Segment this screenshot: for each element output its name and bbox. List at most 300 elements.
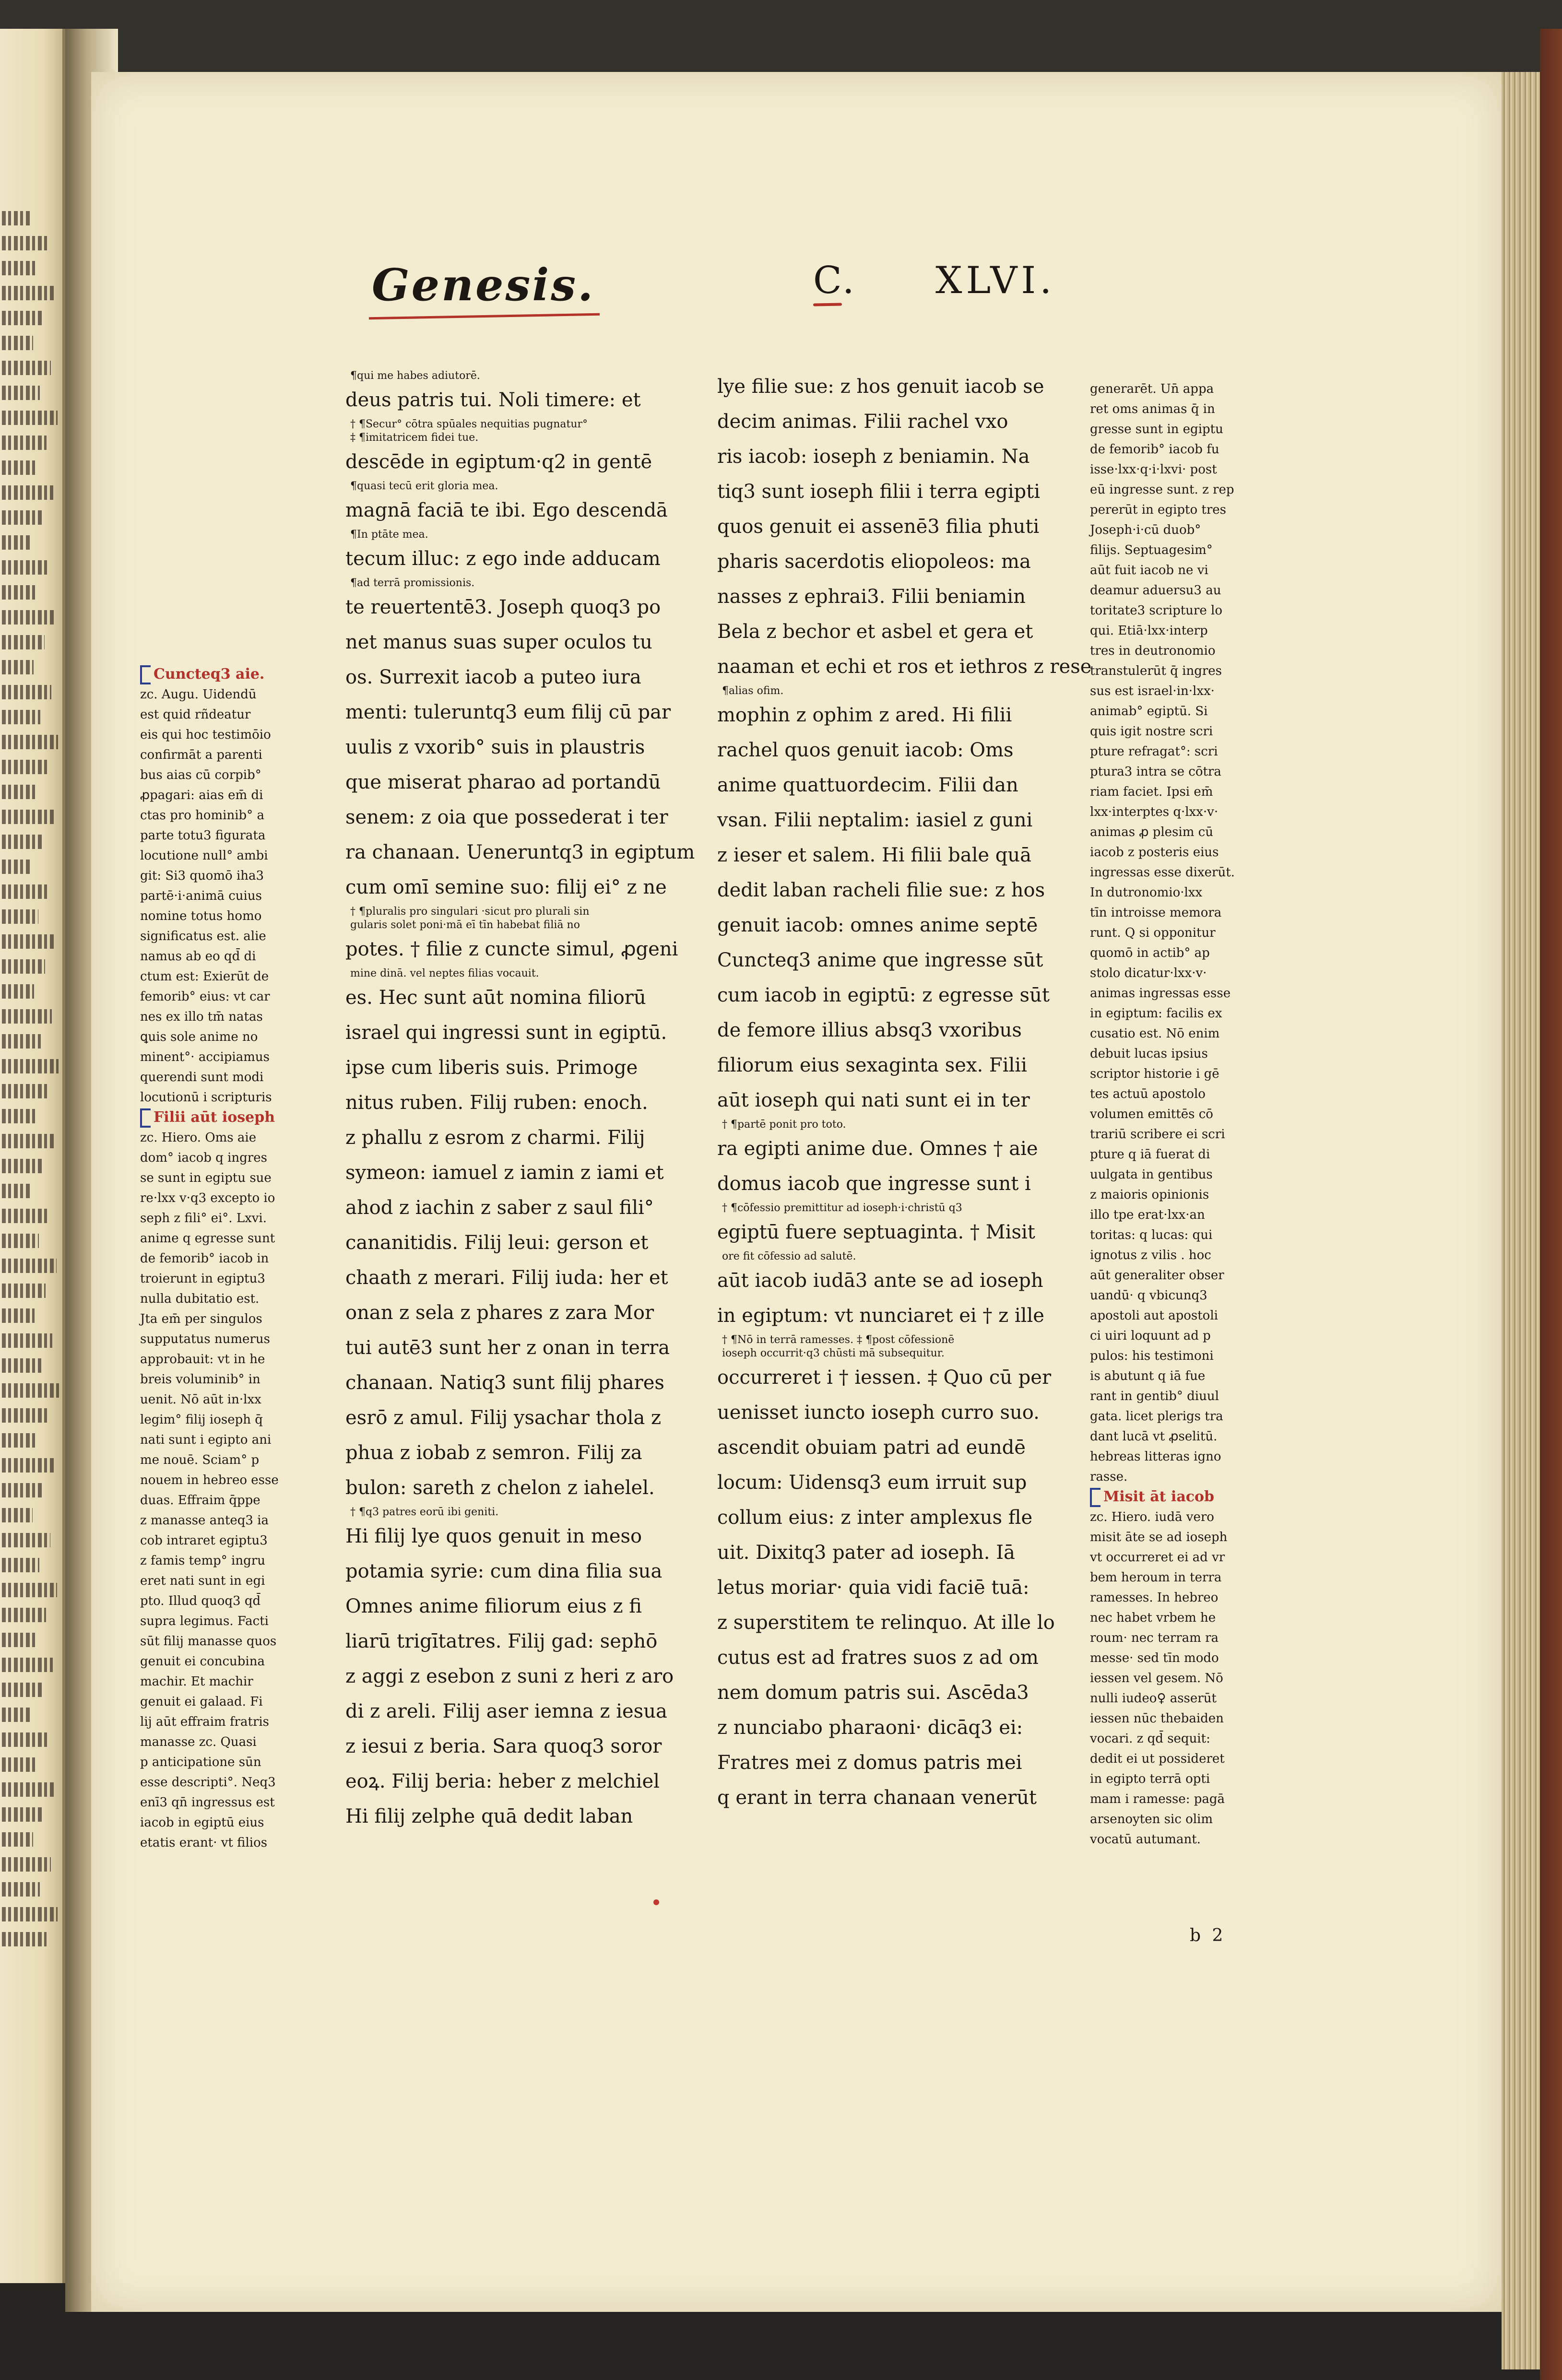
facing-page-text-fragment (2, 760, 47, 774)
running-head-chapter-number: XLVI. (935, 259, 1056, 302)
text-line: ra egipti anime due. Omnes † aie (717, 1138, 1038, 1160)
facing-page-text-fragment (2, 1408, 48, 1423)
text-line: dedit ei ut possideret (1090, 1752, 1225, 1766)
interlinear-gloss-line: † ¶Nō in terrā ramesses. ‡ ¶post cōfessionē (722, 1334, 955, 1346)
text-line: is abutunt q iā fue (1090, 1369, 1206, 1383)
text-line: tiq3 sunt ioseph filii i terra egipti (717, 481, 1041, 503)
text-line: dom° iacob q ingres (140, 1151, 267, 1165)
text-line: uulis z vxorib° suis in plaustris (345, 736, 645, 758)
text-line: ris iacob: ioseph z beniamin. Na (717, 446, 1030, 468)
text-line: animab° egiptū. Si (1090, 704, 1208, 719)
text-line: messe· sed tīn modo (1090, 1651, 1219, 1665)
text-line: breis voluminib° in (140, 1372, 260, 1387)
text-line: approbauit: vt in he (140, 1352, 265, 1367)
text-line: femorib° eius: vt car (140, 990, 270, 1004)
text-line: decim animas. Filii rachel vxo (717, 411, 1008, 433)
text-line: di z areli. Filij aser iemna z iesua (345, 1700, 667, 1722)
facing-page-text-fragment (2, 860, 32, 874)
text-line: ra chanaan. Ueneruntq3 in egiptum (345, 841, 695, 863)
text-line: israel qui ingressi sunt in egiptū. (345, 1022, 667, 1044)
facing-page-text-fragment (2, 1633, 35, 1647)
text-line: Cuncteq3 anime que ingresse sūt (717, 949, 1043, 971)
text-line: parte totu3 figurata (140, 828, 266, 843)
facing-page-text-fragment (2, 1383, 59, 1398)
text-line: Hi filij zelphe quā dedit laban (345, 1805, 633, 1827)
text-line: rachel quos genuit iacob: Oms (717, 739, 1014, 761)
text-line: volumen emittēs cō (1090, 1107, 1213, 1121)
facing-page-text-fragment (2, 1109, 36, 1123)
text-line: ignotus z vilis . hoc (1090, 1248, 1211, 1262)
text-line: cob intraret egiptu3 (140, 1533, 268, 1548)
text-line: vocatū autumant. (1090, 1832, 1201, 1847)
facing-page-text-fragment (2, 884, 49, 899)
text-line: tecum illuc: z ego inde adducam (345, 548, 661, 570)
text-line: eoꝝ. Filij beria: heber z melchiel (345, 1770, 660, 1792)
text-line: Hi filij lye quos genuit in meso (345, 1525, 642, 1547)
text-line: naaman et echi et ros et iethros z rese (717, 656, 1092, 678)
interlinear-gloss-line: ¶quasi tecū erit gloria mea. (350, 480, 498, 492)
text-line: bus aias cū corpib° (140, 768, 261, 782)
text-line: supra legimus. Facti (140, 1614, 269, 1628)
facing-page-text-fragment (2, 286, 55, 300)
text-line: potes. † filie z cuncte simul, ꝓgeni (345, 938, 678, 960)
text-line: genuit ei concubina (140, 1654, 265, 1669)
text-line: iessen vel gesem. Nō (1090, 1671, 1223, 1685)
facing-page-text-fragment (2, 1209, 50, 1223)
gloss-lemma-heading: Cuncteq3 aie. (140, 664, 294, 684)
text-line: quis igit nostre scri (1090, 724, 1213, 739)
text-line: duas. Effraim q̄ppe (140, 1493, 260, 1508)
text-line: pererūt in egipto tres (1090, 503, 1227, 517)
text-line: pture refragat°: scri (1090, 744, 1218, 759)
text-line: aūt generaliter obser (1090, 1268, 1224, 1283)
text-line: locutione null° ambi (140, 848, 268, 863)
text-line: z aggi z esebon z suni z heri z aro (345, 1665, 674, 1687)
text-line: sūt filij manasse quos (140, 1634, 277, 1649)
text-line: manasse zc. Quasi (140, 1735, 257, 1749)
facing-page-text-fragment (2, 1757, 37, 1772)
facing-page-text-fragment (2, 1483, 44, 1497)
facing-page-text-fragment (2, 934, 56, 949)
text-line: ret oms animas q̄ in (1090, 402, 1215, 416)
text-line: debuit lucas ipsius (1090, 1047, 1208, 1061)
facing-page-text-fragment (2, 411, 58, 425)
text-line: vocari. z qd̄ sequit: (1090, 1732, 1210, 1746)
text-line: quomō in actib° ap (1090, 946, 1210, 960)
facing-page-text-fragment (2, 810, 54, 824)
interlinear-gloss-line: ioseph occurrit·q3 chūsti mā subsequitur. (722, 1347, 945, 1359)
facing-page-text-fragment (2, 1009, 52, 1024)
text-line: lij aūt effraim fratris (140, 1715, 270, 1729)
text-line: tui autē3 sunt her z onan in terra (345, 1337, 670, 1359)
text-line: tīn introisse memora (1090, 906, 1222, 920)
text-line: misit āte se ad ioseph (1090, 1530, 1228, 1544)
gloss-right-column (1090, 379, 1243, 1850)
text-line: Fratres mei z domus patris mei (717, 1752, 1022, 1774)
text-line: isse·lxx·q·i·lxvi· post (1090, 462, 1217, 477)
text-line: aūt fuit iacob ne vi (1090, 563, 1208, 577)
facing-page-text-fragment (2, 436, 47, 450)
facing-page-text-fragment (2, 685, 51, 699)
facing-page-text-fragment (2, 311, 44, 325)
text-line: in egipto terrā opti (1090, 1772, 1210, 1786)
text-line: locutionū i scripturis (140, 1090, 272, 1105)
text-line: lxx·interptes q·lxx·v· (1090, 805, 1219, 819)
text-line: ramesses. In hebreo (1090, 1591, 1219, 1605)
text-line: zc. Hiero. Oms aie (140, 1131, 257, 1145)
facing-page-text-fragment (2, 1732, 48, 1747)
text-line: es. Hec sunt aūt nomina filiorū (345, 987, 646, 1009)
text-line: animas ingressas esse (1090, 986, 1231, 1001)
interlinear-gloss-line: † ¶partē ponit pro toto. (722, 1119, 846, 1131)
text-line: nulli iudeo♀ asserūt (1090, 1691, 1217, 1706)
text-line: onan z sela z phares z zara Mor (345, 1302, 654, 1324)
text-line: est quid rñdeatur (140, 707, 251, 722)
text-line: nulla dubitatio est. (140, 1292, 260, 1306)
facing-page-text-fragment (2, 560, 49, 575)
text-line: de femorib° iacob fu (1090, 442, 1219, 457)
text-line: pture q iā fuerat di (1090, 1147, 1210, 1162)
text-line: significatus est. alie (140, 929, 266, 943)
text-line: cusatio est. Nō enim (1090, 1026, 1220, 1041)
text-line: sus est israel·in·lxx· (1090, 684, 1215, 698)
text-line: iessen nūc thebaiden (1090, 1711, 1224, 1726)
text-line: domus iacob que ingresse sunt i (717, 1173, 1031, 1195)
interlinear-gloss-line: gularis solet poni·mā eī tīn habebat filiā no (350, 919, 580, 931)
text-line: bulon: sareth z chelon z iahelel. (345, 1477, 655, 1499)
text-line: filiorum eius sexaginta sex. Filii (717, 1054, 1027, 1076)
text-line: cutus est ad fratres suos z ad om (717, 1647, 1039, 1669)
facing-page-text-fragment (2, 1508, 33, 1522)
interlinear-gloss-line: † ¶Secur° cōtra spūales nequitias pugnatur° (350, 418, 588, 430)
facing-page-text-fragment (2, 1433, 37, 1448)
text-line: egiptū fuere septuaginta. † Misit (717, 1221, 1035, 1243)
facing-page-text-fragment (2, 1308, 35, 1323)
text-line: pto. Illud quoq3 qd̄ (140, 1594, 261, 1608)
facing-page-text-fragment (2, 1284, 46, 1298)
text-line: anime quattuordecim. Filii dan (717, 774, 1018, 796)
paragraph-mark-icon (140, 1108, 151, 1128)
text-line: ipse cum liberis suis. Primoge (345, 1057, 638, 1079)
facing-page-text-fragment (2, 909, 38, 924)
running-head-chapter-prefix: C. (813, 259, 856, 302)
text-line: locum: Uidensq3 eum irruit sup (717, 1472, 1027, 1494)
text-line: p anticipatione sūn (140, 1755, 261, 1769)
interlinear-gloss-line: ¶alias ofim. (722, 685, 784, 697)
text-line: ascendit obuiam patri ad eundē (717, 1437, 1026, 1459)
interlinear-gloss-line: † ¶pluralis pro singulari ·sicut pro plurali sin (350, 906, 590, 918)
text-line: troierunt in egiptu3 (140, 1272, 265, 1286)
text-line: aūt iacob iudā3 ante se ad ioseph (717, 1270, 1043, 1292)
text-line: chanaan. Natiq3 sunt filij phares (345, 1372, 664, 1394)
text-line: arsenoyten sic olim (1090, 1812, 1213, 1826)
text-line: phua z iobab z semron. Filij za (345, 1442, 642, 1464)
facing-page-text-fragment (2, 211, 31, 225)
facing-page-text-fragment (2, 1533, 50, 1547)
text-line: se sunt in egiptu sue (140, 1171, 272, 1185)
text-line: uandū· q vbicunq3 (1090, 1288, 1207, 1303)
text-line: minent°· accipiamus (140, 1050, 270, 1064)
interlinear-gloss-line: ‡ ¶imitatricem fidei tue. (350, 432, 479, 444)
text-line: ꝗuis sole anime no (140, 1030, 258, 1044)
facing-page-text-fragment (2, 1358, 41, 1373)
text-line: q erant in terra chanaan venerūt (717, 1787, 1037, 1809)
text-line: ahod z iachin z saber z saul fili° (345, 1197, 654, 1219)
text-line: menti: tuleruntq3 eum filij cū par (345, 701, 671, 723)
text-line: mophin z ophim z ared. Hi filii (717, 704, 1012, 726)
text-line: mam i ramesse: pagā (1090, 1792, 1225, 1806)
text-line: dant lucā vt ꝓselitū. (1090, 1429, 1218, 1444)
facing-page-text-fragment (2, 1084, 47, 1098)
facing-page-text-fragment (2, 1857, 51, 1872)
facing-page-text-fragment (2, 1059, 59, 1073)
text-line: toritate3 scripture lo (1090, 603, 1222, 618)
text-line: riam faciet. Ipsi em̄ (1090, 785, 1213, 799)
text-line: ctum est: Exierūt de (140, 969, 269, 984)
gloss-lemma-heading: Misit āt iacob (1090, 1487, 1243, 1507)
text-line: z phallu z esrom z charmi. Filij (345, 1127, 645, 1149)
text-line: liarū trigītatres. Filij gad: sephō (345, 1630, 658, 1652)
text-line: genuit ei galaad. Fi (140, 1695, 263, 1709)
text-line: z manasse anteq3 ia (140, 1513, 269, 1528)
previous-page-edge (0, 29, 65, 2283)
text-line: senem: z oia que possederat i ter (345, 806, 668, 828)
text-line: aūt ioseph qui nati sunt ei in ter (717, 1089, 1030, 1111)
text-line: ꝓpagari: aias em̄ di (140, 788, 263, 802)
text-line: anime q egresse sunt (140, 1231, 275, 1246)
interlinear-gloss-line: ¶qui me habes adiutorē. (350, 370, 480, 382)
text-line: ctas pro hominib° a (140, 808, 264, 823)
text-line: partē·i·animā cuius (140, 889, 262, 903)
text-line: eis qui hoc testimōio (140, 728, 271, 742)
text-line: lye filie sue: z hos genuit iacob se (717, 376, 1044, 398)
text-line: magnā faciā te ibi. Ego descendā (345, 499, 668, 521)
facing-page-text-fragment (2, 510, 42, 525)
facing-page-text-fragment (2, 336, 33, 350)
text-line: iacob z posteris eius (1090, 845, 1219, 860)
facing-page-text-fragment (2, 1882, 40, 1897)
text-line: nati sunt i egipto ani (140, 1433, 272, 1447)
facing-page-text-fragment (2, 386, 40, 400)
text-column-b (717, 369, 1092, 1815)
text-line: vt occurreret ei ad vr (1090, 1550, 1225, 1565)
facing-page-text-fragment (2, 1034, 41, 1049)
text-line: iacob in egiptū eius (140, 1815, 264, 1830)
text-line: quos genuit ei assenē3 filia phuti (717, 516, 1040, 538)
text-line: pharis sacerdotis eliopoleos: ma (717, 551, 1031, 573)
quire-signature: b 2 (1190, 1926, 1226, 1945)
text-line: in egiptum: facilis ex (1090, 1006, 1222, 1021)
text-line: namus ab eo qd̄ di (140, 949, 256, 964)
text-line: dedit laban racheli filie sue: z hos (717, 879, 1045, 901)
text-line: zc. Hiero. iudā vero (1090, 1510, 1214, 1524)
text-line: qui. Etiā·lxx·interp (1090, 624, 1208, 638)
facing-page-text-fragment (2, 984, 34, 999)
facing-page-text-fragment (2, 835, 43, 849)
running-head-book: Genesis. (372, 259, 595, 311)
text-line: stolo dicatur·lxx·v· (1090, 966, 1207, 980)
text-line: supputatus numerus (140, 1332, 270, 1346)
facing-page-text-fragment (2, 635, 45, 649)
text-line: filijs. Septuagesim° (1090, 543, 1213, 557)
text-line: re·lxx v·q3 excepto io (140, 1191, 275, 1205)
gloss-left-column (140, 664, 294, 1853)
text-line: uenit. Nō aūt in·lxx (140, 1392, 261, 1407)
text-line: ptura3 intra se cōtra (1090, 765, 1221, 779)
red-ink-mark (653, 1899, 659, 1905)
facing-page-text-fragment (2, 1932, 47, 1946)
text-line: Joseph·i·cū duob° (1090, 523, 1201, 537)
text-line: collum eius: z inter amplexus fle (717, 1507, 1033, 1529)
text-line: zc. Augu. Uidendū (140, 687, 257, 702)
text-line: nes ex illo tm̄ natas (140, 1010, 263, 1024)
facing-page-text-fragment (2, 660, 34, 674)
text-line: tes actuū apostolo (1090, 1087, 1206, 1101)
text-line: descēde in egiptum·q2 in gentē (345, 451, 652, 473)
text-line: os. Surrexit iacob a puteo iura (345, 666, 641, 688)
text-line: z maioris opinionis (1090, 1188, 1209, 1202)
facing-page-text-fragment (2, 1708, 31, 1722)
text-line: bem heroum in terra (1090, 1570, 1222, 1585)
text-line: cum omī semine suo: filij ei° z ne (345, 876, 667, 898)
interlinear-gloss-line: † ¶cōfessio premittitur ad ioseph·i·christū q3 (722, 1202, 962, 1214)
facing-page-text-fragment (2, 1683, 42, 1697)
text-line: enī3 qn̄ ingressus est (140, 1795, 275, 1810)
text-line: chaath z merari. Filij iuda: her et (345, 1267, 668, 1289)
text-line: deus patris tui. Noli timere: et (345, 389, 641, 411)
facing-page-text-fragment (2, 1832, 33, 1847)
text-line: hebreas litteras igno (1090, 1449, 1221, 1464)
text-line: scriptor historie i gē (1090, 1067, 1219, 1081)
text-line: de femorib° iacob in (140, 1251, 269, 1266)
text-line: te reuertentē3. Joseph quoq3 po (345, 596, 661, 618)
text-line: net manus suas super oculos tu (345, 631, 652, 653)
facing-page-text-fragment (2, 1558, 39, 1572)
text-line: machir. Et machir (140, 1674, 253, 1689)
text-line: nasses z ephrai3. Filii beniamin (717, 586, 1026, 608)
text-line: z superstitem te relinquo. At ille lo (717, 1612, 1055, 1634)
binding-edge (1540, 29, 1562, 2380)
text-line: roum· nec terram ra (1090, 1631, 1219, 1645)
facing-page-text-fragment (2, 735, 58, 749)
facing-page-text-fragment (2, 361, 51, 375)
facing-page-text-fragment (2, 1458, 55, 1473)
text-line: z famis temp° ingru (140, 1554, 265, 1568)
text-line: rasse. (1090, 1470, 1128, 1484)
text-line: cananitidis. Filij leui: gerson et (345, 1232, 649, 1254)
facing-page-text-fragment (2, 1782, 55, 1797)
text-line: animas ꝓ plesim cū (1090, 825, 1213, 839)
text-line: me nouē. Sciam° p (140, 1453, 260, 1467)
text-line: eū ingresse sunt. z rep (1090, 483, 1234, 497)
interlinear-gloss-line: † ¶q3 patres eorū ibi geniti. (350, 1506, 499, 1518)
text-line: letus moriar· quia vidi faciē tuā: (717, 1577, 1030, 1599)
text-line: nomine totus homo (140, 909, 262, 923)
text-line: legim° filij ioseph q̄ (140, 1413, 263, 1427)
paragraph-mark-icon (1090, 1488, 1100, 1507)
facing-page-text-fragment (2, 1608, 46, 1622)
facing-page-text-fragment (2, 1159, 43, 1173)
facing-page-text-fragment (2, 610, 56, 624)
facing-page-text-fragment (2, 1658, 53, 1672)
text-line: esse descripti°. Neq3 (140, 1775, 276, 1790)
facing-page-text-fragment (2, 1234, 39, 1248)
facing-page-text-fragment (2, 1333, 52, 1348)
text-line: tres in deutronomio (1090, 644, 1216, 658)
text-line: de femore illius absq3 vxoribus (717, 1019, 1022, 1041)
text-line: ci uiri loquunt ad p (1090, 1329, 1211, 1343)
facing-page-text-fragment (2, 236, 48, 250)
text-line: Jta em̄ per singulos (140, 1312, 262, 1326)
text-line: pulos: his testimoni (1090, 1349, 1214, 1363)
facing-page-text-fragment (2, 485, 53, 500)
text-line: nitus ruben. Filij ruben: enoch. (345, 1092, 648, 1114)
facing-page-text-fragment (2, 1259, 57, 1273)
paragraph-mark-icon (140, 665, 151, 684)
facing-page-text-fragment (2, 460, 36, 475)
facing-page-text-fragment (2, 1907, 58, 1921)
gloss-lemma-heading: Filii aūt ioseph (140, 1108, 294, 1128)
text-line: z iesui z beria. Sara quoq3 soror (345, 1735, 662, 1757)
text-line: gresse sunt in egiptu (1090, 422, 1223, 436)
text-line: occurreret i † iessen. ‡ Quo cū per (717, 1367, 1052, 1389)
text-line: trariū scribere ei scri (1090, 1127, 1225, 1142)
text-column-a (345, 369, 695, 1834)
text-line: git: Si3 quomō iha3 (140, 869, 264, 883)
text-line: que miserat pharao ad portandū (345, 771, 661, 793)
text-line: deamur aduersu3 au (1090, 583, 1221, 598)
facing-page-text-fragment (2, 535, 31, 550)
text-line: nouem in hebreo esse (140, 1473, 279, 1487)
facing-page-text-fragment (2, 1184, 32, 1198)
facing-page-text-fragment (2, 261, 37, 275)
interlinear-gloss-line: ore fit cōfessio ad salutē. (722, 1250, 856, 1262)
text-line: vsan. Filii neptalim: iasiel z guni (717, 809, 1033, 831)
text-line: rant in gentib° diuul (1090, 1389, 1219, 1403)
facing-page-text-fragment (2, 1807, 44, 1822)
text-line: in egiptum: vt nunciaret ei † z ille (717, 1305, 1044, 1327)
text-line: transtulerūt q̄ ingres (1090, 664, 1222, 678)
text-line: nec habet vrbem he (1090, 1611, 1216, 1625)
facing-page-text-fragment (2, 710, 40, 724)
text-line: Omnes anime filiorum eius z fi (345, 1595, 642, 1617)
interlinear-gloss-line: ¶In ptāte mea. (350, 529, 428, 541)
interlinear-gloss-line: mine dinā. vel neptes filias vocauit. (350, 967, 539, 979)
text-line: generarēt. Un̄ appa (1090, 382, 1214, 396)
text-line: seph z fili° ei°. Lxvi. (140, 1211, 267, 1225)
facing-page-text-fragment (2, 959, 45, 974)
text-line: toritas: q lucas: qui (1090, 1228, 1213, 1242)
interlinear-gloss-line: ¶ad terrā promissionis. (350, 577, 475, 589)
text-line: illo tpe erat·lxx·an (1090, 1208, 1205, 1222)
facing-page-text-fragment (2, 1134, 54, 1148)
text-line: gata. licet plerigs tra (1090, 1409, 1223, 1424)
text-line: ingressas esse dixerūt. (1090, 865, 1235, 880)
text-line: cum iacob in egiptū: z egresse sūt (717, 984, 1050, 1006)
text-line: symeon: iamuel z iamin z iami et (345, 1162, 664, 1184)
facing-page-text-fragment (2, 785, 36, 799)
text-line: runt. Q si opponitur (1090, 926, 1216, 940)
text-line: uenisset iuncto ioseph curro suo. (717, 1402, 1040, 1424)
text-line: uit. Dixitq3 pater ad ioseph. Iā (717, 1542, 1015, 1564)
text-line: In dutronomio·lxx (1090, 885, 1203, 900)
text-line: eret nati sunt in egi (140, 1574, 265, 1588)
text-line: apostoli aut apostoli (1090, 1308, 1218, 1323)
text-line: Bela z bechor et asbel et gera et (717, 621, 1033, 643)
text-line: potamia syrie: cum dina filia sua (345, 1560, 663, 1582)
text-line: z nunciabo pharaoni· dicāq3 ei: (717, 1717, 1023, 1739)
text-line: esrō z amul. Filij ysachar thola z (345, 1407, 662, 1429)
